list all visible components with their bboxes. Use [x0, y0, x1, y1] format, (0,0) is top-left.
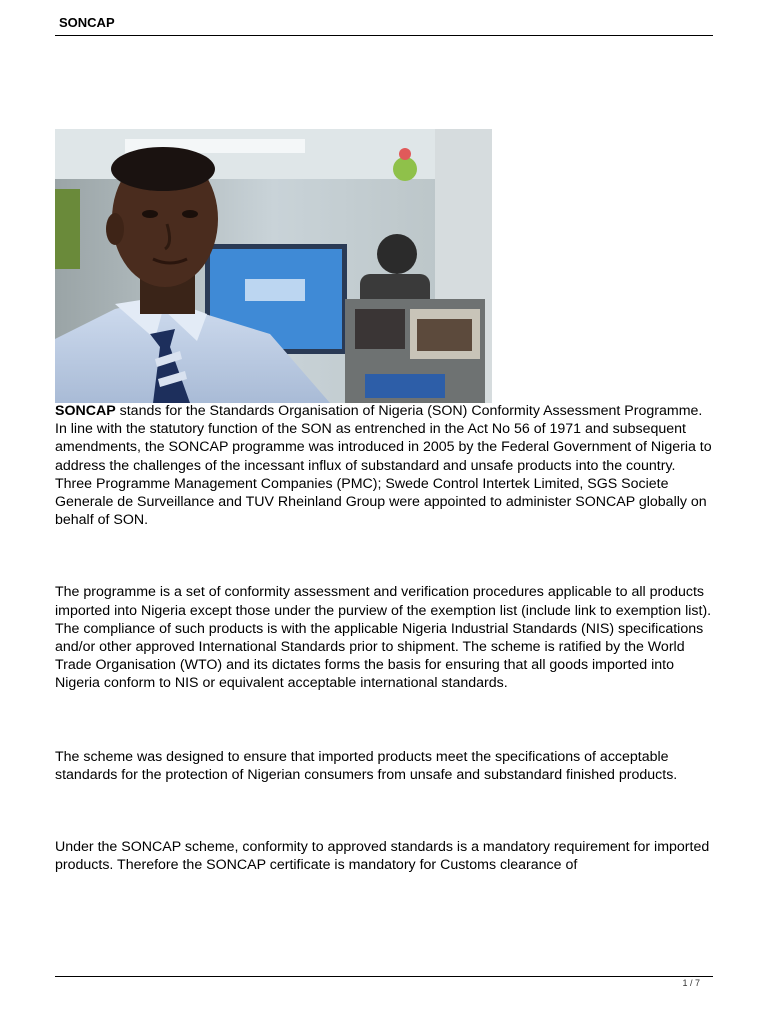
- paragraph-design: The scheme was designed to ensure that imported products meet the specifications of acceptable standards for the protection of Nigerian consumers from unsafe and substandard finished products.: [55, 748, 678, 783]
- paragraph-programme: The programme is a set of conformity assessment and verification procedures applicable to all products imported into Nigeria except those under the purview of the exemption list (include link to exemption list). The compliance of such products is with the applicable Nigeria Industrial Standards (NIS) specifications and/or other approved International Standards prior to shipment. The scheme is ratified by the World Trade Organisation (WTO) and its dictates forms the basis for ensuring that all goods imported into Nigeria conform to NIS or equivalent acceptable international standards.: [55, 584, 712, 692]
- intro-text: stands for the Standards Organisation of Nigeria (SON) Conformity Assessment Programme.: [115, 403, 703, 419]
- paragraph-history: In line with the statutory function of the SON as entrenched in the Act No 56 of 1971 and subsequent amendments, the SONCAP programme was introduced in 2005 by the Federal Government of Nigeria to address the challenges of the incessant influx of substandard and unsafe products into the country. Three Programme Management Companies (PMC); Swede Control Intertek Limited, SGS Societe Generale de Surveillance and TUV Rheinland Group were appointed to administer SONCAP globally on behalf of SON.: [55, 421, 712, 529]
- footer-divider: [55, 976, 713, 977]
- intro-paragraph: [55, 402, 715, 420]
- document-body: [55, 402, 715, 874]
- page-number: 1 / 7: [682, 978, 700, 988]
- header-title: SONCAP: [59, 15, 115, 30]
- photo-illustration: [55, 129, 492, 403]
- intro-bold-term: SONCAP: [55, 403, 116, 419]
- paragraph-requirement: Under the SONCAP scheme, conformity to approved standards is a mandatory requirement for imported products. Therefore the SONCAP certificate is mandatory for Customs clearance of: [55, 839, 710, 874]
- page-header: [55, 14, 713, 36]
- photo-man-in-office: [55, 129, 492, 403]
